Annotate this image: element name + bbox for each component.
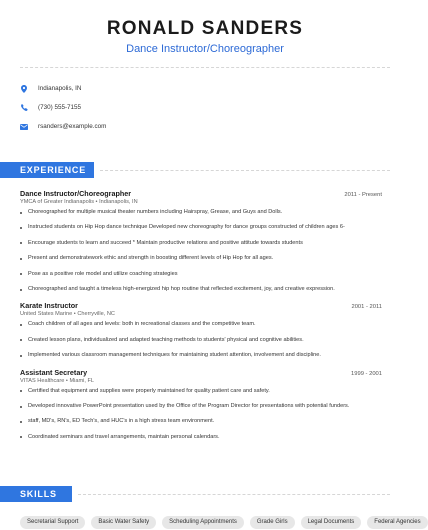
job-bullet: Coordinated seminars and travel arrangements, maintain personal calendars. [20, 434, 382, 441]
experience-heading: EXPERIENCE [0, 162, 94, 178]
skill-pill: Basic Water Safety [91, 516, 156, 529]
header-divider [20, 67, 390, 68]
job-bullet: Present and demonstratework ethic and strength in boosting different levels of Hip Hop for all ages. [20, 255, 382, 262]
skills-list [20, 516, 421, 529]
location-pin-icon [20, 84, 28, 93]
contact-phone [20, 103, 106, 112]
job-location: Cherryville, NC [77, 311, 115, 318]
email-icon [20, 122, 28, 131]
job-bullet: Coach children of all ages and levels: both in recreational classes and the competitive team. [20, 321, 382, 328]
resume-header [0, 0, 410, 56]
job-entry [20, 189, 382, 293]
job-bullet: Choreographed and taught a timeless high-energized hip hop routine that reflected excitement, joy, and creative expression. [20, 286, 382, 293]
email-text: rsanders@example.com [38, 123, 107, 130]
contact-list [20, 84, 106, 141]
experience-divider [100, 170, 390, 171]
job-bullets [20, 321, 382, 359]
job-entry [20, 368, 382, 441]
job-employer-line: VITAS Healthcare • Miami, FL [20, 377, 94, 384]
job-location: Indianapolis, IN [99, 199, 138, 205]
skill-pill: Legal Documents [301, 516, 362, 529]
skill-pill: Secretarial Support [20, 516, 85, 529]
job-title: Dance Instructor/Choreographer [20, 189, 132, 198]
job-bullet: Pose as a positive role model and utilize coaching strategies [20, 271, 382, 278]
skill-pill: Scheduling Appointments [162, 516, 244, 529]
job-bullet: Encourage students to learn and succeed * Maintain productive relations and positive attitude towards students [20, 240, 382, 247]
job-bullets [20, 209, 382, 293]
candidate-name: RONALD SANDERS [106, 18, 304, 39]
job-employer-line: YMCA of Greater Indianapolis • Indianapolis, IN [20, 199, 138, 205]
job-employer: United States Marine [20, 311, 73, 318]
job-bullet: Certified that equipment and supplies were properly maintained for quality patient care and safety. [20, 388, 382, 395]
phone-text: (730) 555-7155 [38, 104, 82, 111]
job-location: Miami, FL [69, 377, 94, 384]
job-employer: VITAS Healthcare [20, 377, 65, 384]
job-title: Assistant Secretary [20, 367, 88, 377]
job-bullet: Instructed students on Hip Hop dance technique Developed new choreography for dance groups constructed of children ages 6- [20, 224, 382, 231]
skills-divider [78, 494, 390, 495]
skill-pill: Federal Agencies [367, 516, 427, 529]
job-employer-line: United States Marine • Cherryville, NC [20, 311, 115, 318]
job-dates: 2001 - 2011 [351, 304, 382, 311]
job-entry [20, 301, 382, 359]
skill-pill: Grade Girls [250, 516, 295, 529]
experience-list [20, 189, 382, 449]
location-text: Indianapolis, IN [38, 85, 82, 92]
job-bullets [20, 388, 382, 441]
job-bullet: Implemented various classroom management techniques for maintaining student attention, involvement and discipline. [20, 352, 382, 359]
job-bullet: Choreographed for multiple musical theater numbers including Hairspray, Grease, and Guys and Dolls. [20, 209, 382, 216]
job-employer: YMCA of Greater Indianapolis [20, 199, 94, 205]
contact-email [20, 122, 106, 131]
job-bullet: Developed innovative PowerPoint presentation used by the Office of the Program Director for presentations with potential funders. [20, 403, 382, 410]
job-dates: 1999 - 2001 [351, 370, 382, 377]
job-bullet: staff, MD's, RN's, ED Tech's, and HUC's in a high stress team environment. [20, 418, 382, 425]
job-bullet: Created lesson plans, individualized and adapted teaching methods to students' physical and cognitive abilities. [20, 337, 382, 344]
job-dates: 2011 - Present [344, 192, 382, 198]
contact-location [20, 84, 106, 93]
skills-heading: SKILLS [0, 486, 72, 502]
job-title: Karate Instructor [20, 301, 78, 311]
candidate-title: Dance Instructor/Choreographer [126, 43, 284, 55]
phone-icon [20, 103, 28, 112]
